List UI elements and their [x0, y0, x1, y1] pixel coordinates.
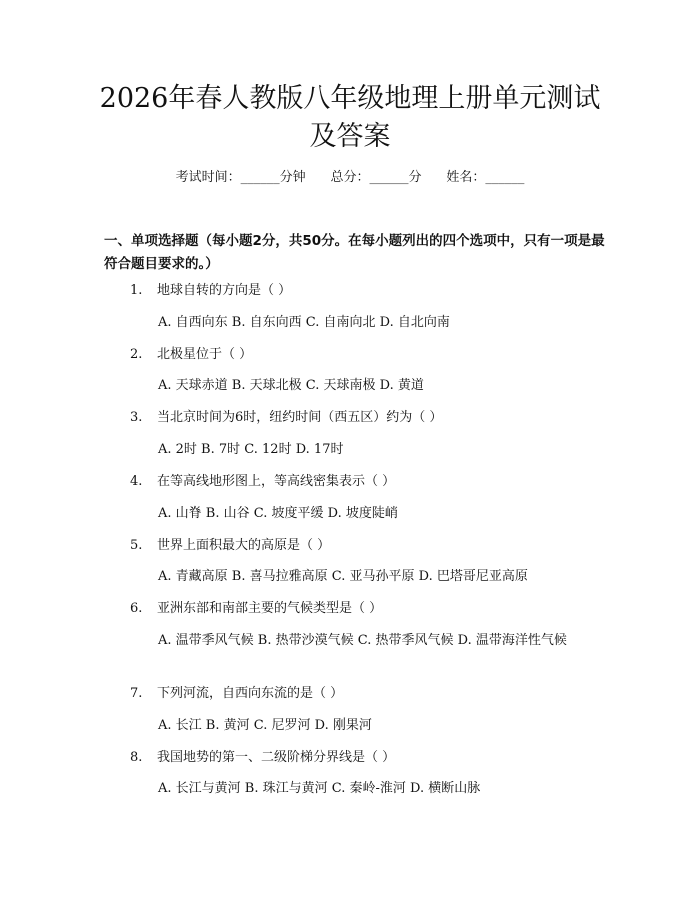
name-label: 姓名：	[446, 170, 486, 185]
question-text: 当北京时间为6时，纽约时间（西五区）约为（ ）	[157, 410, 443, 425]
question-number: 4.	[130, 474, 143, 489]
question-2-options: A. 天球赤道 B. 天球北极 C. 天球南极 D. 黄道	[158, 378, 424, 393]
question-4-options: A. 山脊 B. 山谷 C. 坡度平缓 D. 坡度陡峭	[158, 506, 398, 521]
time-unit: 分钟	[279, 170, 306, 185]
question-8	[130, 749, 610, 767]
score-blank: ______	[369, 170, 409, 185]
question-text: 亚洲东部和南部主要的气候类型是（ ）	[157, 601, 383, 616]
question-number: 3.	[130, 410, 143, 425]
question-1	[130, 282, 610, 300]
time-label: 考试时间：	[175, 170, 241, 185]
question-text: 世界上面积最大的高原是（ ）	[157, 538, 331, 553]
question-text: 在等高线地形图上，等高线密集表示（ ）	[157, 474, 396, 489]
question-text: 我国地势的第一、二级阶梯分界线是（ ）	[157, 750, 396, 765]
question-number: 8.	[130, 750, 143, 765]
score-unit: 分	[408, 170, 422, 185]
question-4	[130, 473, 610, 491]
question-number: 1.	[130, 283, 143, 298]
question-text: 北极星位于（ ）	[157, 347, 253, 362]
question-number: 5.	[130, 538, 143, 553]
question-8-options: A. 长江与黄河 B. 珠江与黄河 C. 秦岭-淮河 D. 横断山脉	[158, 781, 481, 796]
question-number: 7.	[130, 686, 143, 701]
question-5	[130, 537, 610, 555]
exam-info-line	[0, 168, 700, 188]
document-title: 2026年春人教版八年级地理上册单元测试及答案	[99, 83, 601, 152]
name-blank: ______	[485, 170, 525, 185]
question-3-options: A. 2时 B. 7时 C. 12时 D. 17时	[158, 442, 344, 457]
question-5-options: A. 青藏高原 B. 喜马拉雅高原 C. 亚马孙平原 D. 巴塔哥尼亚高原	[158, 569, 528, 584]
question-number: 2.	[130, 347, 143, 362]
question-text: 下列河流，自西向东流的是（ ）	[157, 686, 344, 701]
time-blank: ______	[240, 170, 280, 185]
question-6-options: A. 温带季风气候 B. 热带沙漠气候 C. 热带季风气候 D. 温带海洋性气候	[158, 633, 567, 648]
section-heading: 一、单项选择题（每小题2分，共50分。在每小题列出的四个选项中，只有一项是最符合题目要求的。）	[104, 233, 605, 272]
question-text: 地球自转的方向是（ ）	[157, 283, 292, 298]
question-7	[130, 685, 610, 703]
score-label: 总分：	[330, 170, 370, 185]
question-1-options: A. 自西向东 B. 自东向西 C. 自南向北 D. 自北向南	[158, 315, 450, 330]
question-number: 6.	[130, 601, 143, 616]
question-6	[130, 600, 610, 618]
question-7-options: A. 长江 B. 黄河 C. 尼罗河 D. 刚果河	[158, 718, 372, 733]
question-2	[130, 346, 610, 364]
question-3	[130, 409, 610, 427]
